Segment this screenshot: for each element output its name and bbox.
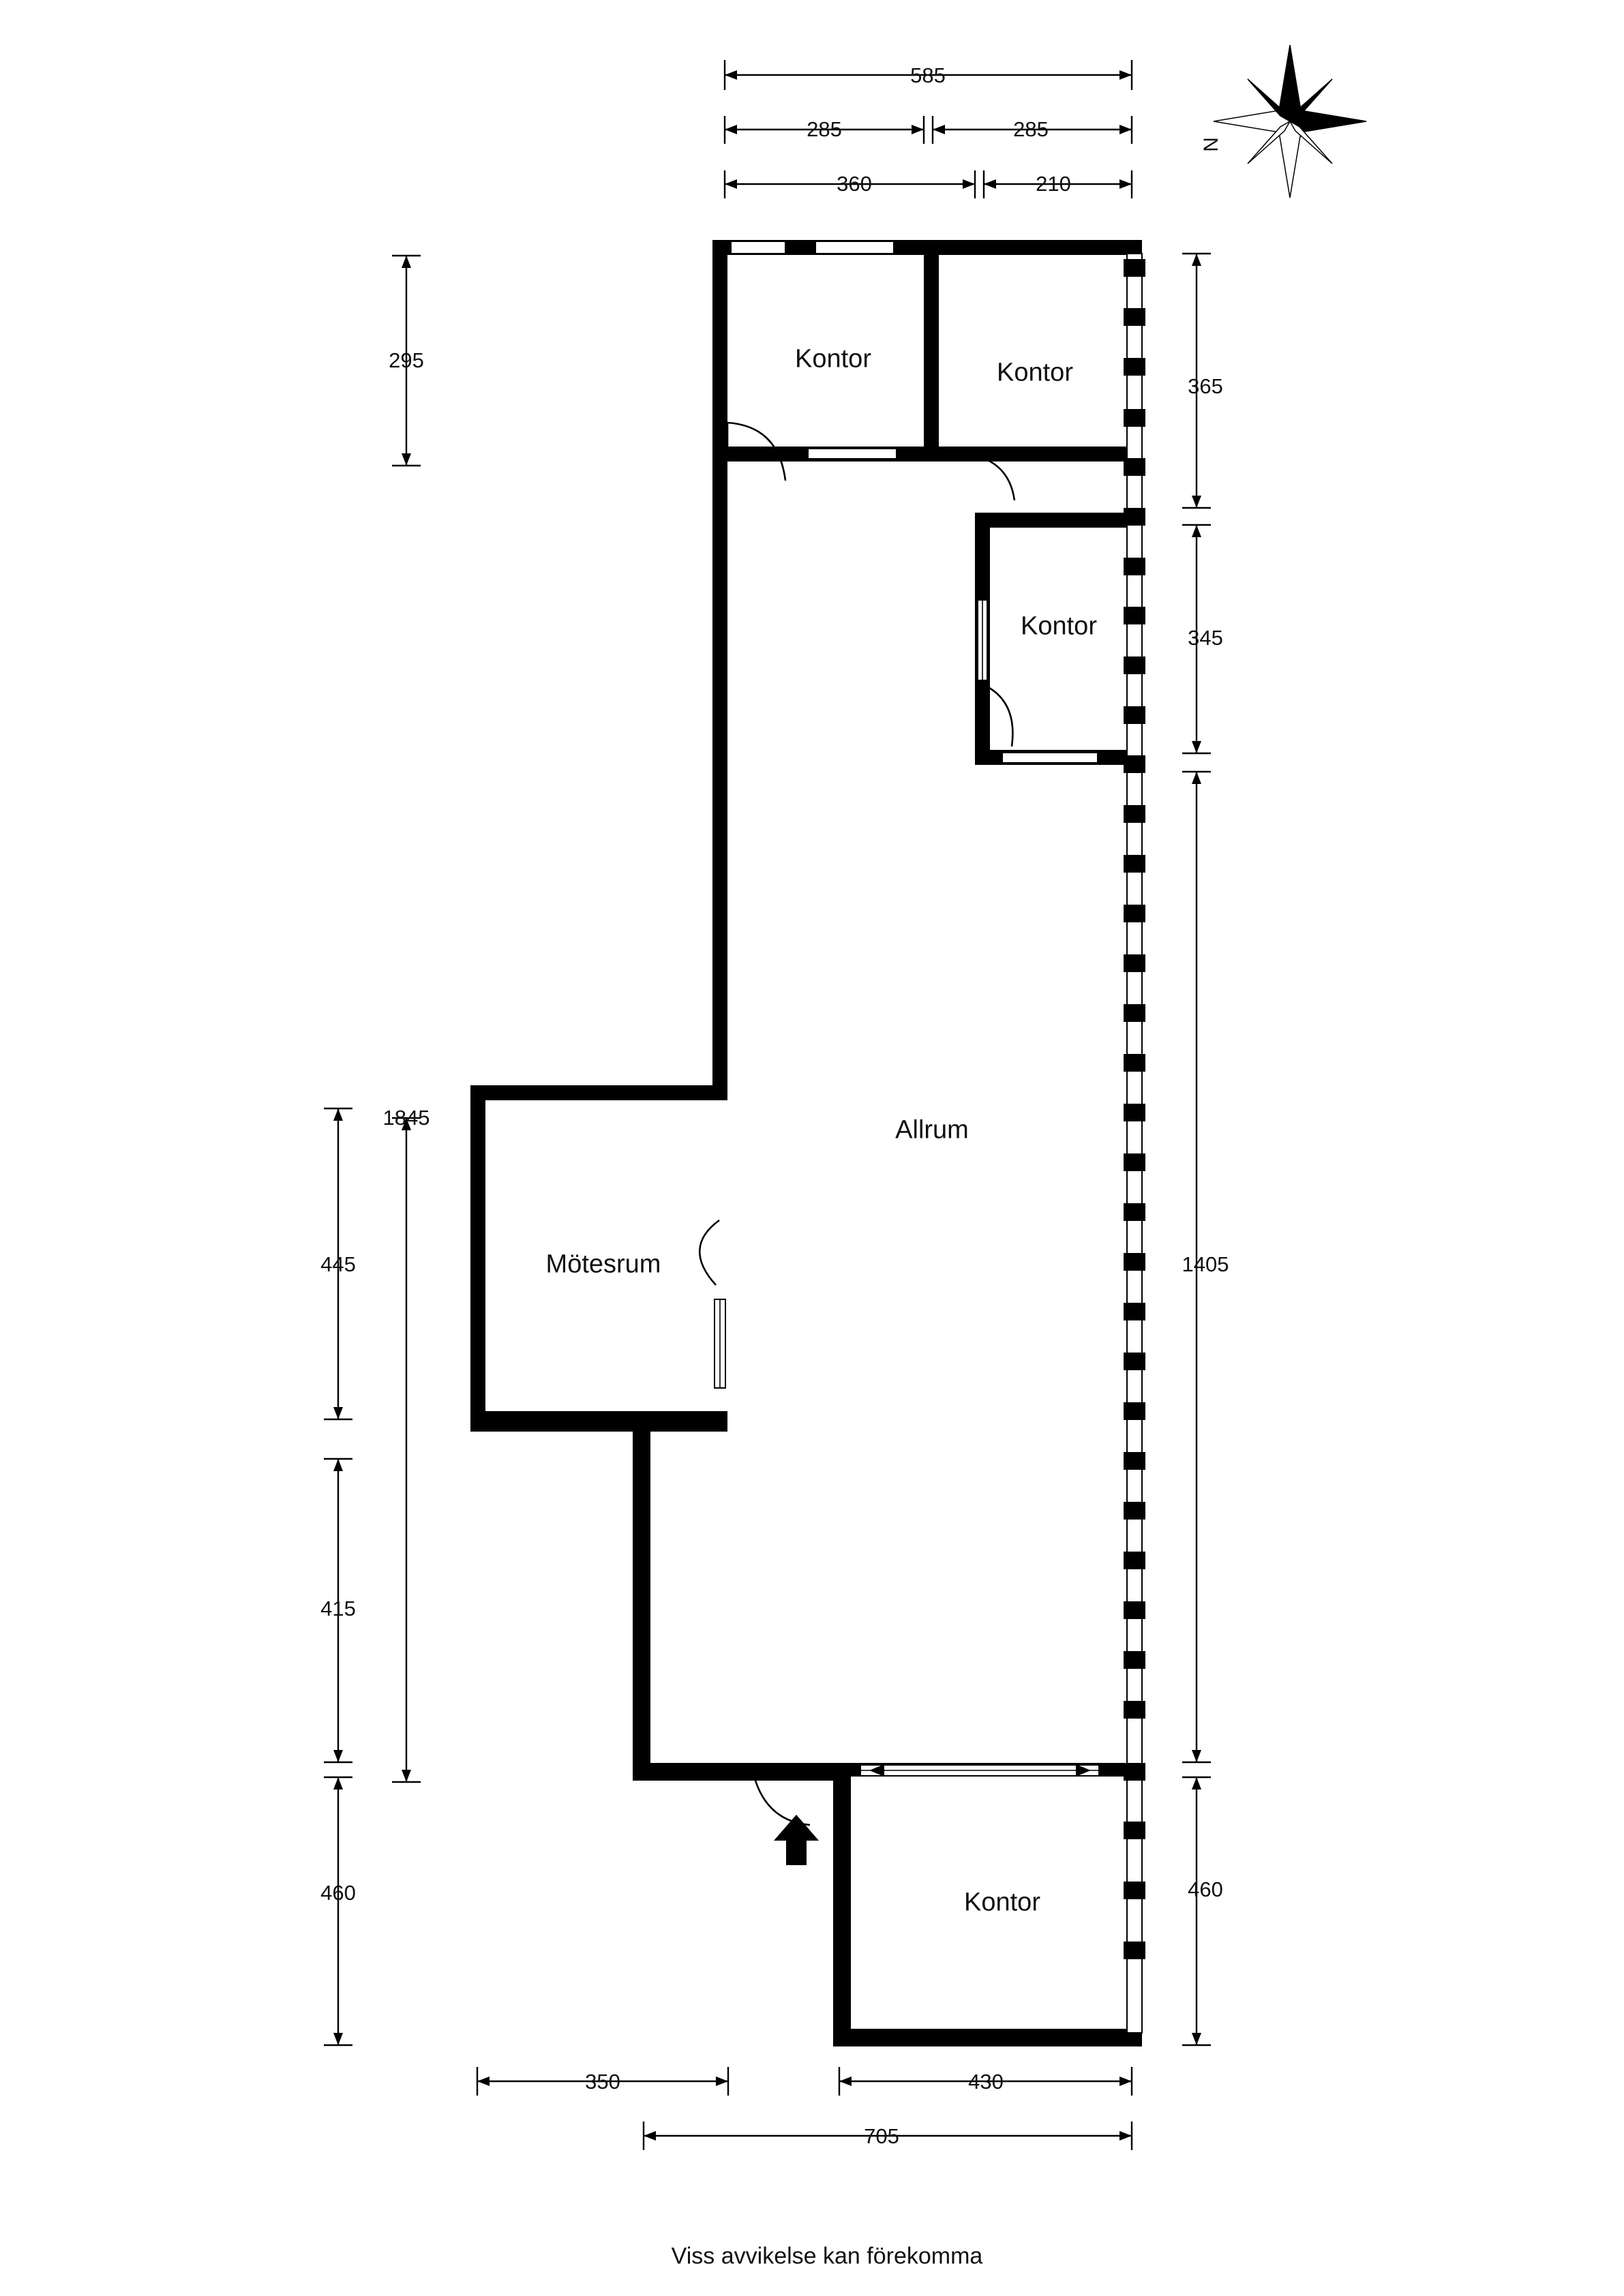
dimension-lines	[324, 60, 1211, 2150]
dimension-label-top-360: 360	[837, 172, 872, 196]
dimension-label-bottom-705: 705	[864, 2124, 899, 2148]
compass-rose-icon	[1214, 45, 1366, 198]
dimension-label-top-585: 585	[910, 63, 946, 87]
dimension-label-top-210: 210	[1036, 172, 1071, 196]
room-label-kontor-1: Kontor	[795, 344, 871, 374]
dimension-label-top-285-right: 285	[1013, 117, 1049, 141]
dimension-label-right-1405: 1405	[1182, 1252, 1229, 1276]
room-label-allrum: Allrum	[895, 1115, 969, 1145]
disclaimer-note: Viss avvikelse kan förekomma	[671, 2243, 983, 2269]
dimension-label-right-365: 365	[1188, 374, 1223, 398]
room-label-kontor-4: Kontor	[964, 1888, 1040, 1917]
dimension-label-left-295: 295	[389, 348, 424, 372]
dimension-label-bottom-430: 430	[968, 2070, 1004, 2094]
compass-north-label: N	[1200, 137, 1222, 152]
room-label-motesrum: Mötesrum	[545, 1250, 661, 1279]
entrance-arrow	[774, 1815, 819, 1865]
dimension-label-right-345: 345	[1188, 626, 1223, 650]
dimension-label-right-460: 460	[1188, 1877, 1223, 1901]
dimension-label-left-1845: 1845	[382, 1106, 430, 1130]
dimension-label-left-460: 460	[320, 1881, 356, 1905]
dimension-label-left-445: 445	[320, 1252, 356, 1276]
room-label-kontor-3: Kontor	[1021, 611, 1097, 641]
dimension-label-bottom-350: 350	[585, 2070, 620, 2094]
room-label-kontor-2: Kontor	[997, 358, 1073, 387]
dimension-label-left-415: 415	[320, 1597, 356, 1620]
dimension-label-top-285-left: 285	[807, 117, 842, 141]
